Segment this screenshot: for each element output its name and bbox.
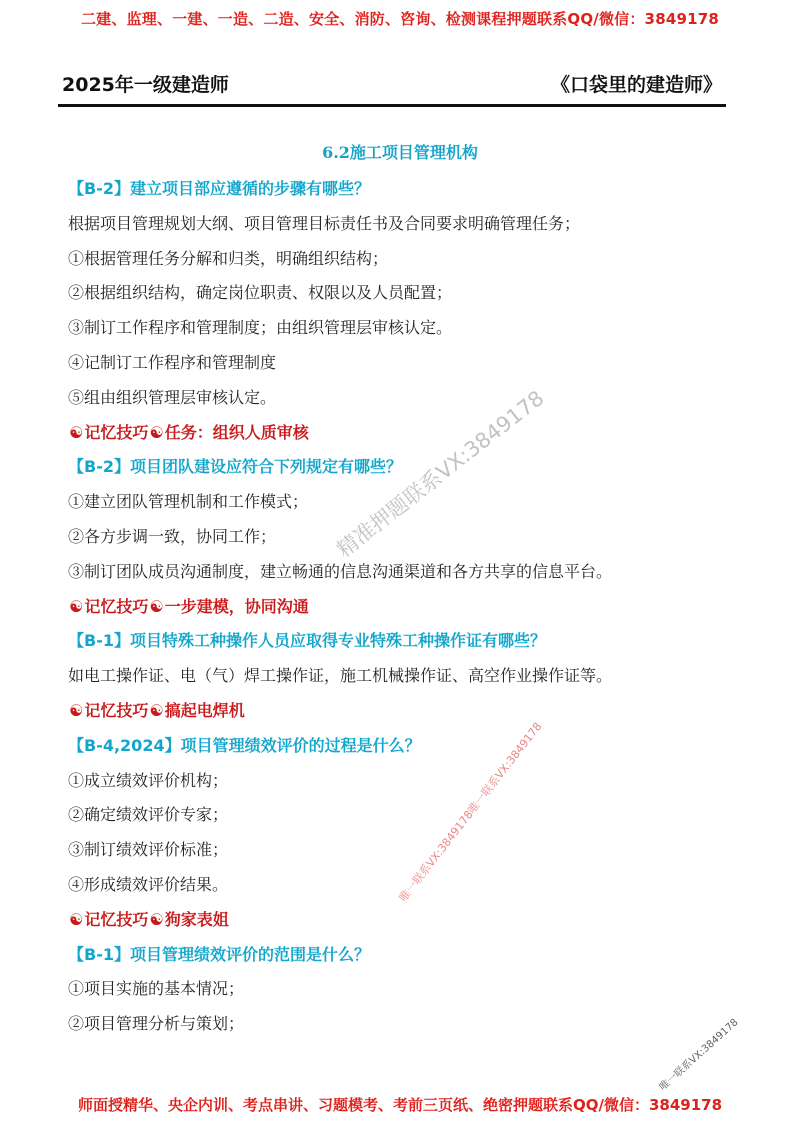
body-line: ④形成绩效评价结果。 [68,874,229,894]
body-line: 根据项目管理规划大纲、项目管理目标责任书及合同要求明确管理任务； [68,213,581,233]
watermark-corner: 唯一联系VX:3849178 [657,1016,741,1094]
memory-tip [68,694,708,729]
question-heading: 【B-2】项目团队建设应符合下列规定有哪些？ [68,457,402,477]
question-heading: 【B-1】项目管理绩效评价的范围是什么？ [68,944,370,964]
body-line: ①项目实施的基本情况； [68,979,245,999]
memory-tip [68,903,708,938]
memory-tip-label: 记忆技巧 [84,700,149,720]
yin-yang-icon: ☯ [69,909,84,929]
section-title: 6.2施工项目管理机构 [322,143,478,162]
yin-yang-icon: ☯ [69,422,84,442]
page-header [62,70,722,104]
memory-tip-value: 搞起电焊机 [164,700,245,720]
body-line: ①建立团队管理机制和工作模式； [68,492,309,512]
bottom-banner: 师面授精华、央企内训、考点串讲、习题模考、考前三页纸、绝密押题联系QQ/微信：3849178 [77,1096,723,1114]
watermark-red: 唯一联系VX:3849178唯一联系VX:3849178 [396,720,545,905]
yin-yang-icon: ☯ [149,700,164,720]
yin-yang-icon: ☯ [149,596,164,616]
body-line: ②根据组织结构，确定岗位职责、权限以及人员配置； [68,283,453,303]
yin-yang-icon: ☯ [149,909,164,929]
memory-tip-value: 任务：组织人质审核 [164,422,309,442]
body-line: 如电工操作证、电（气）焊工操作证，施工机械操作证、高空作业操作证等。 [68,666,613,686]
header-divider [58,104,726,107]
content-body [68,172,708,1042]
header-left-title: 2025年一级建造师 [62,74,229,96]
yin-yang-icon: ☯ [69,700,84,720]
memory-tip-value: 狗家表姐 [164,909,229,929]
memory-tip [68,416,708,451]
body-line: ④记制订工作程序和管理制度 [68,352,277,372]
header-right-title: 《口袋里的建造师》 [550,74,722,96]
question-heading: 【B-1】项目特殊工种操作人员应取得专业特殊工种操作证有哪些？ [68,631,546,651]
watermark-main: 精准押题联系VX:3849178 [332,385,549,563]
body-line: ③制订团队成员沟通制度，建立畅通的信息沟通渠道和各方共享的信息平台。 [68,561,613,581]
memory-tip-label: 记忆技巧 [84,909,149,929]
body-line: ①根据管理任务分解和归类，明确组织结构； [68,248,389,268]
yin-yang-icon: ☯ [149,422,164,442]
body-line: ⑤组由组织管理层审核认定。 [68,387,277,407]
question-heading: 【B-4,2024】项目管理绩效评价的过程是什么？ [68,735,421,755]
body-line: ②各方步调一致，协同工作； [68,526,277,546]
body-line: ③制订工作程序和管理制度；由组织管理层审核认定。 [68,318,453,338]
body-line: ②确定绩效评价专家； [68,805,229,825]
body-line: ②项目管理分析与策划； [68,1014,245,1034]
memory-tip-value: 一步建模，协同沟通 [164,596,309,616]
question-heading: 【B-2】建立项目部应遵循的步骤有哪些？ [68,179,370,198]
body-line: ③制订绩效评价标准； [68,840,229,860]
memory-tip-label: 记忆技巧 [84,422,149,442]
top-banner: 二建、监理、一建、一造、二造、安全、消防、咨询、检测课程押题联系QQ/微信：3849178 [80,10,720,28]
memory-tip [68,590,708,625]
yin-yang-icon: ☯ [69,596,84,616]
memory-tip-label: 记忆技巧 [84,596,149,616]
body-line: ①成立绩效评价机构； [68,770,229,790]
